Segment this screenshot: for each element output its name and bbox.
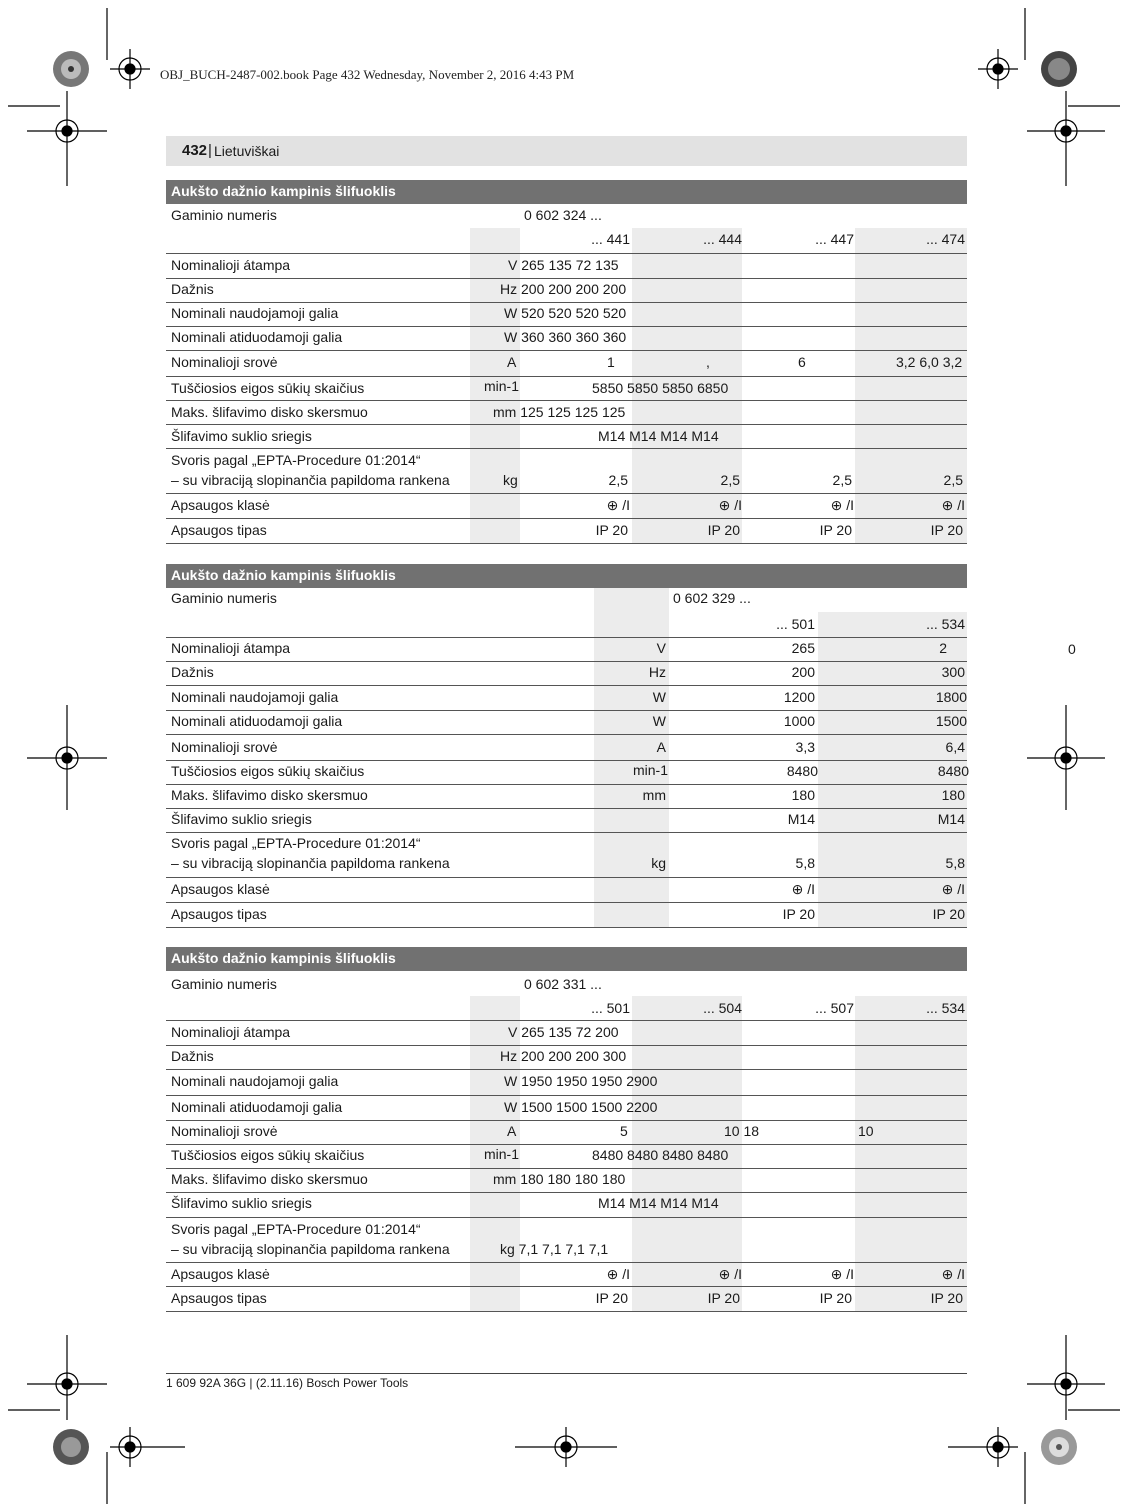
row-label: Nominalioji átampa [171,257,291,273]
page-number: 432 [182,142,208,159]
row-label: Nominalioji átampa [171,1024,291,1040]
row-divider [166,1311,967,1312]
section-title: Aukšto dažnio kampinis šlifuoklis [166,947,967,971]
row-divider [166,1095,967,1096]
row-label: Svoris pagal „EPTA-Procedure 01:2014“ [171,835,421,851]
row-value: 5 [620,1123,628,1139]
row-label: Nominali atiduodamoji galia [171,329,343,345]
variant-header: ... 501 [776,616,815,632]
row-divider [166,832,967,833]
row-divider [166,1262,967,1263]
row-value: 5,8 [945,855,965,871]
row-divider [166,877,967,878]
row-label: Dažnis [171,664,214,680]
row-divider [166,734,967,735]
row-value: IP 20 [782,906,815,922]
row-value: 3,2 6,0 3,2 [896,354,963,370]
row-unit: A [656,739,666,755]
row-value: W 360 360 360 360 [504,329,627,345]
row-value: IP 20 [595,1290,628,1306]
row-value: M14 M14 M14 M14 [598,1195,719,1211]
row-value: Hz 200 200 200 300 [500,1048,627,1064]
row-value: mm 125 125 125 125 [493,404,626,420]
product-number-label: Gaminio numeris [171,590,277,606]
row-divider [166,784,967,785]
protection-class-icon: ⊕ /I [830,1266,854,1282]
row-unit: W [652,689,666,705]
protection-class-icon: ⊕ /I [606,1266,630,1282]
protection-class-icon: ⊕ /I [941,497,965,513]
row-divider [166,1069,967,1070]
row-unit: kg [651,855,666,871]
row-value: 1 [607,354,615,370]
row-value: 180 [791,787,815,803]
row-value: , [706,354,710,370]
product-number-label: Gaminio numeris [171,976,277,992]
protection-class-icon: ⊕ /I [718,1266,742,1282]
row-divider [166,424,967,425]
row-divider [166,350,967,351]
row-divider [166,493,967,494]
protection-class-icon: ⊕ /I [830,497,854,513]
row-value: 5850 5850 5850 6850 [592,380,729,396]
row-divider [166,1045,967,1046]
row-unit: kg [503,472,518,488]
row-divider [166,685,967,686]
row-divider [166,1286,967,1287]
variant-header: ... 534 [926,616,965,632]
row-value: M14 [937,811,965,827]
row-divider [166,1217,967,1218]
variant-header: ... 444 [703,231,742,247]
row-label: Tuščiosios eigos sūkių skaičius [171,763,365,779]
row-label-continued: – su vibraciją slopinančia papildoma rankena [171,855,450,871]
variant-header: ... 507 [815,1000,854,1016]
row-label: Apsaugos tipas [171,522,267,538]
row-label: Nominali atiduodamoji galia [171,713,343,729]
row-value: 1000 [783,713,815,729]
row-label: Nominalioji srovė [171,1123,278,1139]
variant-header: ... 504 [703,1000,742,1016]
row-value: 2 [939,640,947,656]
row-value: IP 20 [930,1290,963,1306]
variant-header: ... 501 [591,1000,630,1016]
row-divider [166,710,967,711]
row-value: V 265 135 72 135 [508,257,619,273]
row-value: 1200 [783,689,815,705]
row-unit: Hz [648,664,666,680]
row-divider [166,1120,967,1121]
row-value: M14 [787,811,815,827]
row-value: 6,4 [945,739,965,755]
row-value: 2,5 [720,472,740,488]
row-label: Tuščiosios eigos sūkių skaičius [171,1147,365,1163]
footer-text: 1 609 92A 36G | (2.11.16) Bosch Power Tools [166,1376,409,1390]
stray-side-value: 0 [1068,641,1076,657]
protection-class-icon: ⊕ /I [718,497,742,513]
row-value: 200 [791,664,815,680]
row-label: Apsaugos tipas [171,906,267,922]
row-value: IP 20 [707,522,740,538]
row-label: Maks. šlifavimo disko skersmuo [171,1171,368,1187]
row-value: 5,8 [795,855,815,871]
row-label: Dažnis [171,281,214,297]
row-value: IP 20 [819,522,852,538]
row-divider [166,1168,967,1169]
row-divider [166,400,967,401]
protection-class-icon: ⊕ /I [791,881,815,897]
row-label: Nominalioji átampa [171,640,291,656]
protection-class-icon: ⊕ /I [941,881,965,897]
row-value: V 265 135 72 200 [508,1024,619,1040]
row-value: 10 [858,1123,874,1139]
row-label: Tuščiosios eigos sūkių skaičius [171,380,365,396]
row-label: Maks. šlifavimo disko skersmuo [171,404,368,420]
section-title: Aukšto dažnio kampinis šlifuoklis [166,180,967,204]
product-number: 0 602 331 ... [524,976,602,992]
row-label: Nominali atiduodamoji galia [171,1099,343,1115]
column-shade [855,996,967,1312]
row-value: 1800 [935,689,967,705]
row-divider [166,302,967,303]
column-shade [594,587,669,927]
row-unit: min-1 [484,1146,520,1162]
row-value: Hz 200 200 200 200 [500,281,627,297]
row-divider [166,808,967,809]
row-value: 2,5 [608,472,628,488]
row-divider [166,518,967,519]
row-label: Apsaugos tipas [171,1290,267,1306]
row-divider [166,253,967,254]
row-divider [166,448,967,449]
row-divider [166,278,967,279]
footer-rule [166,1373,967,1374]
row-value: W 1950 1950 1950 2900 [504,1073,658,1089]
row-unit: mm [642,787,666,803]
row-value: IP 20 [932,906,965,922]
book-header-line: OBJ_BUCH-2487-002.book Page 432 Wednesday, November 2, 2016 4:43 PM [160,67,575,82]
row-label: Maks. šlifavimo disko skersmuo [171,787,368,803]
row-value: 8480 8480 8480 8480 [592,1147,729,1163]
row-divider [166,1020,967,1021]
row-value: IP 20 [707,1290,740,1306]
row-label: Nominali naudojamoji galia [171,1073,339,1089]
row-divider [166,543,967,544]
variant-header: ... 441 [591,231,630,247]
product-number: 0 602 324 ... [524,207,602,223]
variant-header: ... 447 [815,231,854,247]
row-value: IP 20 [930,522,963,538]
row-divider [166,902,967,903]
row-label: Dažnis [171,1048,214,1064]
row-value: 6 [798,354,806,370]
row-label: Šlifavimo suklio sriegis [171,428,312,444]
row-value: 8480 [937,763,969,779]
row-divider [166,760,967,761]
row-label-continued: – su vibraciją slopinančia papildoma rankena [171,1241,450,1257]
row-divider [166,326,967,327]
row-value: IP 20 [595,522,628,538]
product-number-label: Gaminio numeris [171,207,277,223]
row-unit: min-1 [632,762,668,778]
row-value: M14 M14 M14 M14 [598,428,719,444]
row-value: 2,5 [832,472,852,488]
row-divider [166,637,967,638]
row-value: W 520 520 520 520 [504,305,627,321]
row-divider [166,661,967,662]
page-header-bar [166,136,967,166]
row-value: mm 180 180 180 180 [493,1171,626,1187]
row-label: Apsaugos klasė [171,881,270,897]
row-value: 8480 [786,763,818,779]
row-label: Šlifavimo suklio sriegis [171,1195,312,1211]
row-value: IP 20 [819,1290,852,1306]
row-label: Nominalioji srovė [171,354,278,370]
row-label: Svoris pagal „EPTA-Procedure 01:2014“ [171,1221,421,1237]
row-label: Nominalioji srovė [171,739,278,755]
row-unit: min-1 [484,378,520,394]
row-divider [166,927,967,928]
variant-header: ... 534 [926,1000,965,1016]
row-value: 265 [791,640,815,656]
row-value: 3,3 [795,739,815,755]
row-divider [166,1144,967,1145]
section-title: Aukšto dažnio kampinis šlifuoklis [166,564,967,588]
row-label: Apsaugos klasė [171,497,270,513]
row-label: Apsaugos klasė [171,1266,270,1282]
row-unit: W [652,713,666,729]
row-label: Nominali naudojamoji galia [171,689,339,705]
page-separator: | [208,142,212,159]
row-value: 1500 [935,713,967,729]
row-unit: V [656,640,666,656]
row-value: W 1500 1500 1500 2200 [504,1099,658,1115]
page-language: Lietuviškai [214,143,280,159]
row-unit: A [507,354,517,370]
row-divider [166,1192,967,1193]
row-label: Šlifavimo suklio sriegis [171,811,312,827]
row-label: Nominali naudojamoji galia [171,305,339,321]
variant-header: ... 474 [926,231,965,247]
product-number: 0 602 329 ... [673,590,751,606]
row-label-continued: – su vibraciją slopinančia papildoma rankena [171,472,450,488]
row-value: 300 [941,664,965,680]
row-value: 10 18 [724,1123,760,1139]
row-divider [166,376,967,377]
protection-class-icon: ⊕ /I [606,497,630,513]
row-value: 180 [941,787,965,803]
row-value: 2,5 [943,472,963,488]
row-unit: A [507,1123,517,1139]
row-value: kg 7,1 7,1 7,1 7,1 [500,1241,609,1257]
row-label: Svoris pagal „EPTA-Procedure 01:2014“ [171,452,421,468]
protection-class-icon: ⊕ /I [941,1266,965,1282]
